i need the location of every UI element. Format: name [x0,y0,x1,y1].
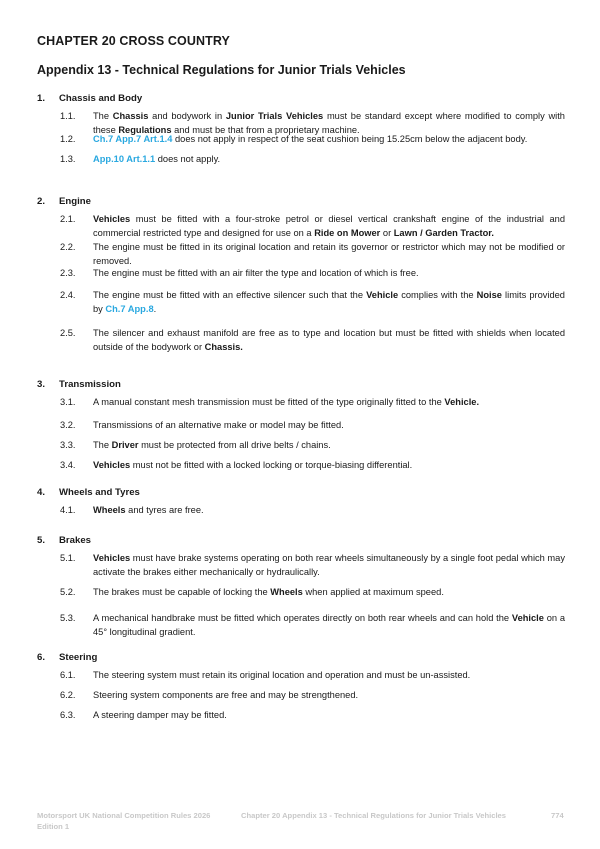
chapter-title: CHAPTER 20 CROSS COUNTRY [37,34,230,48]
clause-text: Vehicles must not be fitted with a locked locking or torque-biasing differential. [93,460,413,470]
clause-number: 3.4. [60,460,76,470]
footer-page-number: 774 [551,811,564,820]
section-3 [37,378,565,470]
clause-5.3 [37,612,565,639]
clause-number: 6.2. [60,690,76,700]
defined-term: Vehicle. [444,397,480,407]
section-2 [37,195,565,352]
clause-number: 3.1. [60,397,76,407]
clause-number: 2.3. [60,268,76,278]
section-number: 6. [37,652,46,663]
clause-3.4 [37,459,565,473]
defined-term: Wheels [93,505,126,515]
defined-term: Chassis [112,111,149,121]
clause-text: The engine must be fitted in its original location and retain its governor or restrictor which may not be modified or removed. [93,242,565,266]
clause-number: 5.3. [60,613,76,623]
clause-5.1 [37,552,565,579]
section-heading [37,651,565,665]
section-title: Transmission [59,379,121,390]
clause-number: 2.5. [60,328,76,338]
section-number: 4. [37,487,46,498]
cross-reference-link[interactable]: Ch.7 App.8 [105,303,154,314]
clause-text: The engine must be fitted with an air filter the type and location of which is free. [93,268,419,278]
clause-3.3 [37,439,565,453]
clause-number: 6.3. [60,710,76,720]
clause-text: Steering system components are free and may be strengthened. [93,690,359,700]
defined-term: Vehicles [93,214,131,224]
clause-text: Transmissions of an alternative make or model may be fitted. [93,420,344,430]
section-title: Wheels and Tyres [59,487,140,498]
defined-term: Chassis. [204,341,243,352]
section-number: 3. [37,379,46,390]
clause-number: 6.1. [60,670,76,680]
clause-number: 3.3. [60,440,76,450]
section-number: 1. [37,93,46,104]
defined-term: Wheels [270,587,303,597]
clause-text: A manual constant mesh transmission must be fitted of the type originally fitted to the Vehicle. [93,397,480,407]
footer-chapter: Chapter 20 Appendix 13 - Technical Regulations for Junior Trials Vehicles [241,811,507,820]
clause-number: 1.1. [60,111,76,121]
clause-number: 2.4. [60,290,76,300]
clause-5.2 [37,586,565,600]
clause-text: Wheels and tyres are free. [93,505,204,515]
defined-term: Regulations [118,124,172,135]
defined-term: Lawn / Garden Tractor. [393,227,494,238]
section-heading [37,92,565,106]
clause-number: 1.2. [60,134,76,144]
clause-4.1 [37,504,565,518]
appendix-title: Appendix 13 - Technical Regulations for Junior Trials Vehicles [37,63,406,77]
clause-6.1 [37,669,565,683]
clause-2.3 [37,267,565,281]
footer-publication [37,810,210,832]
clause-text: The engine must be fitted with an effective silencer such that the Vehicle complies with the Noise limits provided by Ch.7 App.8. [93,290,565,314]
clause-3.2 [37,419,565,433]
clause-number: 3.2. [60,420,76,430]
footer-edition: Edition 1 [37,822,70,831]
clause-text: A mechanical handbrake must be fitted which operates directly on both rear wheels and can hold the Vehicle on a 45° longitudinal gradient. [93,613,565,637]
clause-text: The Chassis and bodywork in Junior Trials Vehicles must be standard except where modified to comply with these Regulations and must be that from a proprietary machine. [93,111,565,135]
clause-3.1 [37,396,565,410]
clause-text: App.10 Art.1.1 does not apply. [93,154,221,164]
clause-text: Ch.7 App.7 Art.1.4 does not apply in respect of the seat cushion being 15.25cm below the adjacent body. [93,134,528,144]
section-6 [37,651,565,720]
clause-text: The silencer and exhaust manifold are free as to type and location but must be fitted with shields when located outside of the bodywork or Chassis. [93,328,565,352]
clause-2.1 [37,213,565,240]
clause-1.2 [37,133,565,147]
clause-text: A steering damper may be fitted. [93,710,227,720]
clause-6.3 [37,709,565,723]
footer-publication-title: Motorsport UK National Competition Rules 2026 [37,811,211,820]
clause-2.4 [37,289,565,316]
section-heading [37,486,565,500]
defined-term: Ride on Mower [314,227,381,238]
clause-2.5 [37,327,565,354]
cross-reference-link[interactable]: App.10 Art.1.1 [93,154,156,164]
section-title: Brakes [59,535,92,546]
clause-number: 2.1. [60,214,76,224]
section-4 [37,486,565,515]
section-title: Engine [59,196,91,207]
defined-term: Driver [111,440,139,450]
cross-reference-link[interactable]: Ch.7 App.7 Art.1.4 [93,134,173,144]
defined-term: Vehicles [93,460,131,470]
clause-2.2 [37,241,565,268]
clause-text: The steering system must retain its original location and operation and must be un-assisted. [93,670,471,680]
defined-term: Vehicle [511,613,544,623]
defined-term: Vehicles [93,553,131,563]
clause-text: The Driver must be protected from all drive belts / chains. [93,440,331,450]
section-heading [37,378,565,392]
clause-6.2 [37,689,565,703]
clause-number: 5.1. [60,553,76,563]
clause-text: Vehicles must be fitted with a four-stroke petrol or diesel vertical crankshaft engine of the industrial and commercial restricted type and designed for use on a Ride on Mower or Lawn / Garden Tractor. [93,214,565,238]
section-1 [37,92,565,164]
defined-term: Vehicle [366,290,399,300]
clause-1.3 [37,153,565,167]
section-title: Steering [59,652,98,663]
section-number: 5. [37,535,46,546]
section-heading [37,534,565,548]
section-number: 2. [37,196,46,207]
clause-number: 2.2. [60,242,76,252]
section-title: Chassis and Body [59,93,143,104]
clause-number: 5.2. [60,587,76,597]
section-heading [37,195,565,209]
clause-number: 1.3. [60,154,76,164]
defined-term: Junior Trials Vehicles [225,111,324,121]
clause-number: 4.1. [60,505,76,515]
clause-text: The brakes must be capable of locking the Wheels when applied at maximum speed. [93,587,444,597]
clause-text: Vehicles must have brake systems operating on both rear wheels simultaneously by a single foot pedal which may activate the brakes either mechanically or hydraulically. [93,553,565,577]
defined-term: Noise [476,290,502,300]
section-5 [37,534,565,637]
